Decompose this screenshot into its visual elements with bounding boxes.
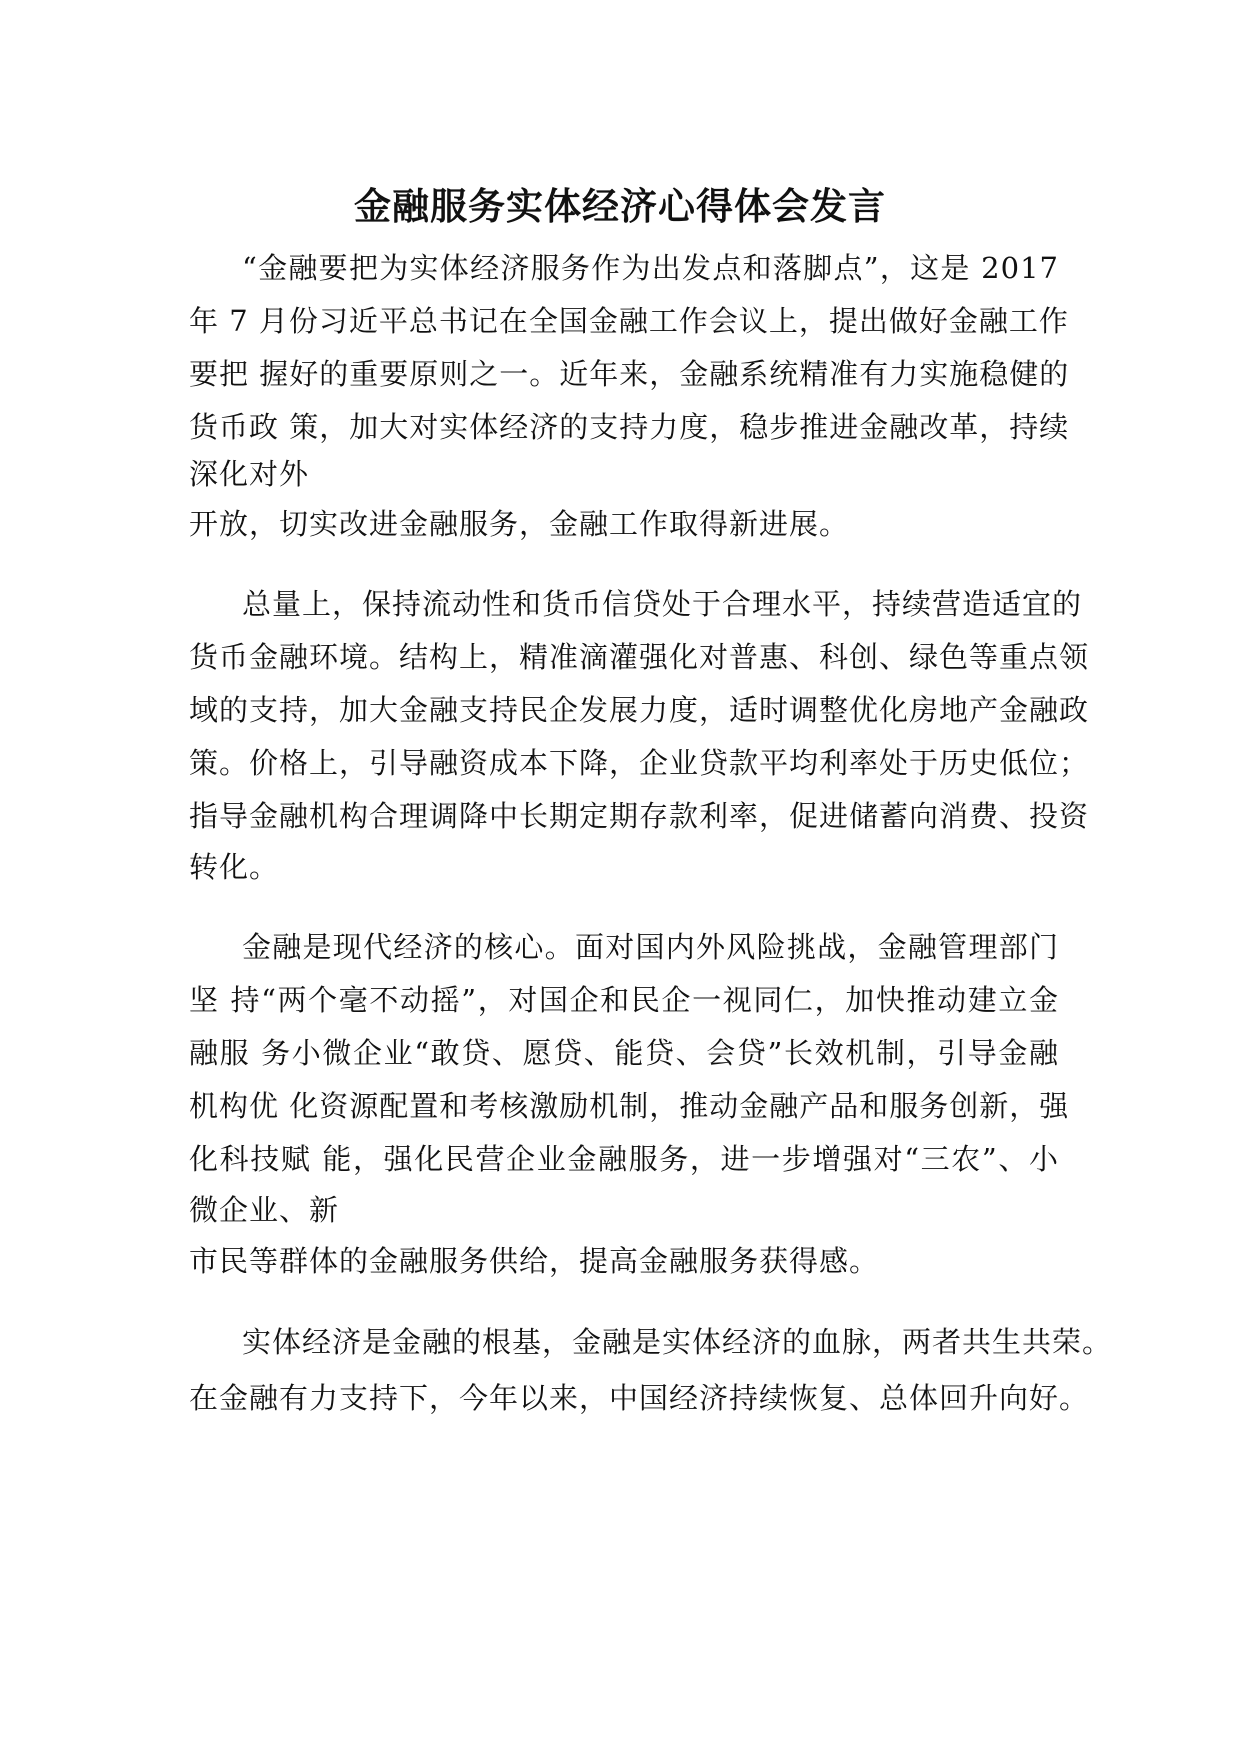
paragraph-3-line-1: 金融是现代经济的核心。面对国内外风险挑战，金融管理部门 [242,930,1059,964]
paragraph-1-line-6: 开放，切实改进金融服务，金融工作取得新进展。 [189,507,850,541]
paragraph-3-line-4: 机构优 化资源配置和考核激励机制，推动金融产品和服务创新，强 [189,1089,1070,1123]
paragraph-2-line-2: 货币金融环境。结构上，精准滴灌强化对普惠、科创、绿色等重点领 [189,640,1090,674]
paragraph-3-line-6: 微企业、新 [189,1193,340,1227]
paragraph-1-line-1: “金融要把为实体经济服务作为出发点和落脚点”，这是 2017 [242,251,1059,285]
paragraph-2-line-4: 策。价格上，引导融资成本下降，企业贷款平均利率处于历史低位； [189,746,1090,780]
paragraph-4-line-1: 实体经济是金融的根基，金融是实体经济的血脉，两者共生共荣。 [242,1325,1113,1359]
paragraph-1-line-2: 年 7 月份习近平总书记在全国金融工作会议上，提出做好金融工作 [189,304,1069,338]
paragraph-3-line-5: 化科技赋 能，强化民营企业金融服务，进一步增强对“三农”、小 [189,1142,1059,1176]
paragraph-4-line-2: 在金融有力支持下，今年以来，中国经济持续恢复、总体回升向好。 [189,1381,1090,1415]
paragraph-2-line-5: 指导金融机构合理调降中长期定期存款利率，促进储蓄向消费、投资 [189,799,1090,833]
paragraph-1-line-3: 要把 握好的重要原则之一。近年来，金融系统精准有力实施稳健的 [189,357,1070,391]
paragraph-3-line-3: 融服 务小微企业“敢贷、愿贷、能贷、会贷”长效机制，引导金融 [189,1036,1059,1070]
paragraph-1-line-4: 货币政 策，加大对实体经济的支持力度，稳步推进金融改革，持续 [189,410,1070,444]
paragraph-2-line-3: 域的支持，加大金融支持民企发展力度，适时调整优化房地产金融政 [189,693,1090,727]
paragraph-2-line-1: 总量上，保持流动性和货币信贷处于合理水平，持续营造适宜的 [242,587,1083,621]
paragraph-3-line-7: 市民等群体的金融服务供给，提高金融服务获得感。 [189,1244,880,1278]
paragraph-3-line-2: 坚 持“两个毫不动摇”，对国企和民企一视同仁，加快推动建立金 [189,983,1059,1017]
document-title: 金融服务实体经济心得体会发言 [354,185,886,228]
paragraph-2-line-6: 转化。 [189,850,280,884]
paragraph-1-line-5: 深化对外 [189,457,310,491]
